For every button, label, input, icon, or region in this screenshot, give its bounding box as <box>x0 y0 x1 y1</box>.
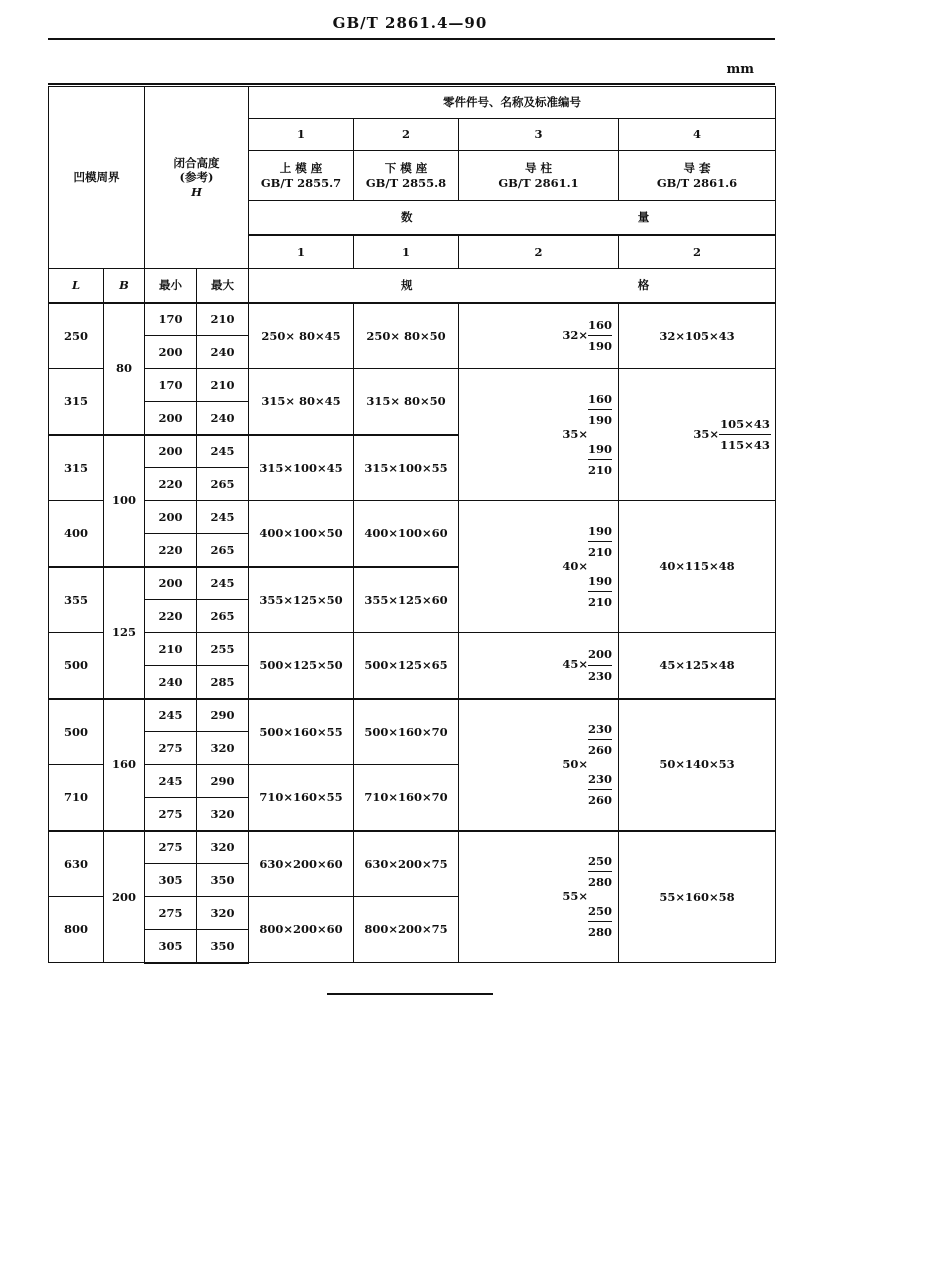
table-top-rule <box>48 83 775 85</box>
row-hmax: 265 <box>197 534 249 567</box>
guide-pillar-prefix: 40× <box>562 558 588 573</box>
row-L: 355 <box>49 567 104 633</box>
row-lower-spec: 250× 80×50 <box>354 303 459 369</box>
fraction-bar <box>588 871 612 872</box>
row-hmax: 320 <box>197 732 249 765</box>
row-hmin: 305 <box>145 930 197 963</box>
row-upper-spec: 710×160×55 <box>249 765 354 831</box>
part-no-3: 3 <box>459 119 619 151</box>
guide-pillar-value: 280 <box>587 925 612 940</box>
row-hmax: 245 <box>197 435 249 468</box>
guide-bushing-spec: 55×160×58 <box>619 831 776 963</box>
fraction-bar <box>588 541 612 542</box>
guide-pillar-value: 250 <box>587 903 612 918</box>
row-lower-spec: 710×160×70 <box>354 765 459 831</box>
row-L: 710 <box>49 765 104 831</box>
row-hmin: 170 <box>145 369 197 402</box>
guide-pillar-prefix: 50× <box>562 756 588 771</box>
fraction-bar <box>588 459 612 460</box>
guide-pillar-value: 190 <box>587 523 612 538</box>
guide-pillar-value: 230 <box>587 771 612 786</box>
row-hmin: 170 <box>145 303 197 336</box>
guide-bushing-spec <box>619 369 776 501</box>
row-hmin: 220 <box>145 534 197 567</box>
row-lower-spec: 315× 80×50 <box>354 369 459 435</box>
guide-pillar-value: 260 <box>587 743 612 758</box>
fraction-bar <box>588 665 612 666</box>
header-closed-height-symbol: H <box>191 184 202 199</box>
guide-pillar-spec <box>459 633 619 699</box>
guide-pillar-value: 280 <box>587 875 612 890</box>
part-name-text: 导 套 <box>683 161 711 176</box>
row-L: 630 <box>49 831 104 897</box>
quantity-2: 1 <box>354 235 459 269</box>
guide-pillar-value: 160 <box>587 317 612 332</box>
row-L: 800 <box>49 897 104 963</box>
guide-pillar-value: 160 <box>587 391 612 406</box>
row-upper-spec: 500×125×50 <box>249 633 354 699</box>
fraction-bar <box>588 789 612 790</box>
row-hmax: 255 <box>197 633 249 666</box>
guide-pillar-spec <box>459 699 619 831</box>
quantity-label <box>249 201 776 235</box>
header-closed-height-label: 闭合高度 <box>173 155 220 170</box>
row-hmax: 245 <box>197 567 249 600</box>
guide-pillar-value: 210 <box>587 462 612 477</box>
guide-pillar-fraction <box>588 722 612 808</box>
header-closed-height <box>145 87 249 269</box>
fraction-bar <box>588 921 612 922</box>
guide-pillar-value: 190 <box>587 413 612 428</box>
header-closed-height-ref: (参考) <box>179 170 214 185</box>
part-std-text: GB/T 2861.1 <box>498 175 579 190</box>
header-max: 最大 <box>197 269 249 303</box>
row-hmax: 210 <box>197 303 249 336</box>
quantity-label-b: 量 <box>637 210 650 225</box>
guide-pillar-value: 210 <box>587 594 612 609</box>
row-hmax: 350 <box>197 864 249 897</box>
row-lower-spec: 355×125×60 <box>354 567 459 633</box>
row-L: 400 <box>49 501 104 567</box>
row-hmax: 320 <box>197 831 249 864</box>
header-parts-title: 零件件号、名称及标准编号 <box>249 87 776 119</box>
row-hmax: 240 <box>197 402 249 435</box>
part-std-text: GB/T 2855.7 <box>260 175 342 190</box>
row-L: 500 <box>49 633 104 699</box>
part-name-guide-bushing <box>619 151 776 201</box>
row-hmax: 290 <box>197 765 249 798</box>
part-name-text: 上 模 座 <box>279 161 323 176</box>
part-no-1: 1 <box>249 119 354 151</box>
guide-bushing-spec: 32×105×43 <box>619 303 776 369</box>
row-upper-spec: 250× 80×45 <box>249 303 354 369</box>
row-B: 200 <box>104 831 145 963</box>
row-L: 250 <box>49 303 104 369</box>
guide-pillar-fraction <box>588 647 612 683</box>
row-hmin: 200 <box>145 501 197 534</box>
row-upper-spec: 315×100×45 <box>249 435 354 501</box>
guide-pillar-fraction <box>588 392 612 478</box>
guide-pillar-value: 190 <box>587 573 612 588</box>
guide-pillar-value: 230 <box>587 721 612 736</box>
row-hmax: 265 <box>197 600 249 633</box>
spec-label-a: 规 <box>401 278 413 293</box>
guide-pillar-value: 210 <box>587 545 612 560</box>
row-hmin: 210 <box>145 633 197 666</box>
part-name-guide-pillar <box>459 151 619 201</box>
row-hmax: 290 <box>197 699 249 732</box>
row-lower-spec: 500×160×70 <box>354 699 459 765</box>
guide-pillar-value: 260 <box>587 792 612 807</box>
part-std-text: GB/T 2855.8 <box>365 175 447 190</box>
guide-pillar-spec <box>459 501 619 633</box>
standard-header: GB/T 2861.4—90 <box>332 14 488 32</box>
row-hmin: 245 <box>145 765 197 798</box>
guide-bushing-value: 115×43 <box>720 438 770 452</box>
guide-pillar-value: 200 <box>587 647 612 662</box>
part-no-4: 4 <box>619 119 776 151</box>
quantity-4: 2 <box>619 235 776 269</box>
row-lower-spec: 630×200×75 <box>354 831 459 897</box>
row-B: 100 <box>104 435 145 567</box>
fraction-bar <box>588 335 612 336</box>
row-hmax: 350 <box>197 930 249 963</box>
row-L: 500 <box>49 699 104 765</box>
guide-pillar-fraction <box>588 524 612 610</box>
spec-label-b: 格 <box>637 278 650 293</box>
row-L: 315 <box>49 435 104 501</box>
guide-bushing-stack <box>619 417 771 453</box>
header-L: L <box>49 269 104 303</box>
row-upper-spec: 400×100×50 <box>249 501 354 567</box>
row-hmax: 245 <box>197 501 249 534</box>
guide-pillar-value: 190 <box>587 441 612 456</box>
row-hmin: 275 <box>145 798 197 831</box>
quantity-label-a: 数 <box>401 210 413 225</box>
guide-pillar-spec <box>459 369 619 501</box>
part-name-text: 导 柱 <box>524 161 552 176</box>
row-B: 125 <box>104 567 145 699</box>
row-hmax: 240 <box>197 336 249 369</box>
row-upper-spec: 315× 80×45 <box>249 369 354 435</box>
guide-pillar-value: 190 <box>587 339 612 354</box>
row-hmin: 200 <box>145 567 197 600</box>
guide-bushing-spec: 40×115×48 <box>619 501 776 633</box>
fraction-bar <box>588 739 612 740</box>
fraction-bar <box>588 409 612 410</box>
guide-pillar-prefix: 32× <box>562 327 588 342</box>
quantity-3: 2 <box>459 235 619 269</box>
row-hmin: 305 <box>145 864 197 897</box>
part-name-upper-die-base <box>249 151 354 201</box>
header-B: B <box>104 269 145 303</box>
row-hmax: 285 <box>197 666 249 699</box>
guide-pillar-fraction <box>588 318 612 354</box>
row-hmin: 245 <box>145 699 197 732</box>
row-hmin: 220 <box>145 600 197 633</box>
guide-pillar-value: 250 <box>587 854 612 868</box>
guide-pillar-value: 230 <box>587 668 612 683</box>
row-hmin: 275 <box>145 897 197 930</box>
row-lower-spec: 400×100×60 <box>354 501 459 567</box>
spec-table <box>48 86 776 964</box>
guide-bushing-spec: 50×140×53 <box>619 699 776 831</box>
row-hmin: 200 <box>145 336 197 369</box>
part-no-2: 2 <box>354 119 459 151</box>
row-hmin: 200 <box>145 402 197 435</box>
row-L: 315 <box>49 369 104 435</box>
guide-pillar-prefix: 35× <box>562 426 588 441</box>
spec-label <box>249 269 776 303</box>
unit-label: mm <box>726 62 754 77</box>
part-std-text: GB/T 2861.6 <box>656 175 738 190</box>
quantity-1: 1 <box>249 235 354 269</box>
row-hmin: 220 <box>145 468 197 501</box>
row-B: 80 <box>104 303 145 435</box>
row-hmin: 275 <box>145 732 197 765</box>
row-hmax: 320 <box>197 798 249 831</box>
row-hmax: 320 <box>197 897 249 930</box>
part-name-text: 下 模 座 <box>384 161 428 176</box>
row-B: 160 <box>104 699 145 831</box>
row-lower-spec: 315×100×55 <box>354 435 459 501</box>
row-upper-spec: 355×125×50 <box>249 567 354 633</box>
row-upper-spec: 800×200×60 <box>249 897 354 963</box>
header-die-perimeter: 凹模周界 <box>49 87 145 269</box>
guide-pillar-prefix: 45× <box>562 657 588 672</box>
row-lower-spec: 800×200×75 <box>354 897 459 963</box>
guide-bushing-spec: 45×125×48 <box>619 633 776 699</box>
guide-bushing-fraction <box>719 417 771 453</box>
guide-pillar-fraction <box>588 854 612 940</box>
row-upper-spec: 630×200×60 <box>249 831 354 897</box>
row-hmax: 210 <box>197 369 249 402</box>
end-rule <box>327 993 493 995</box>
guide-pillar-spec <box>459 303 619 369</box>
row-hmin: 200 <box>145 435 197 468</box>
guide-bushing-value: 105×43 <box>720 416 770 431</box>
part-name-lower-die-base <box>354 151 459 201</box>
guide-bushing-prefix: 35× <box>693 427 719 442</box>
row-lower-spec: 500×125×65 <box>354 633 459 699</box>
row-hmin: 240 <box>145 666 197 699</box>
guide-pillar-spec <box>459 831 619 963</box>
row-upper-spec: 500×160×55 <box>249 699 354 765</box>
fraction-bar <box>719 434 771 435</box>
guide-pillar-prefix: 55× <box>562 888 588 903</box>
fraction-bar <box>588 591 612 592</box>
header-rule <box>48 38 775 40</box>
header-min: 最小 <box>145 269 197 303</box>
row-hmin: 275 <box>145 831 197 864</box>
row-hmax: 265 <box>197 468 249 501</box>
